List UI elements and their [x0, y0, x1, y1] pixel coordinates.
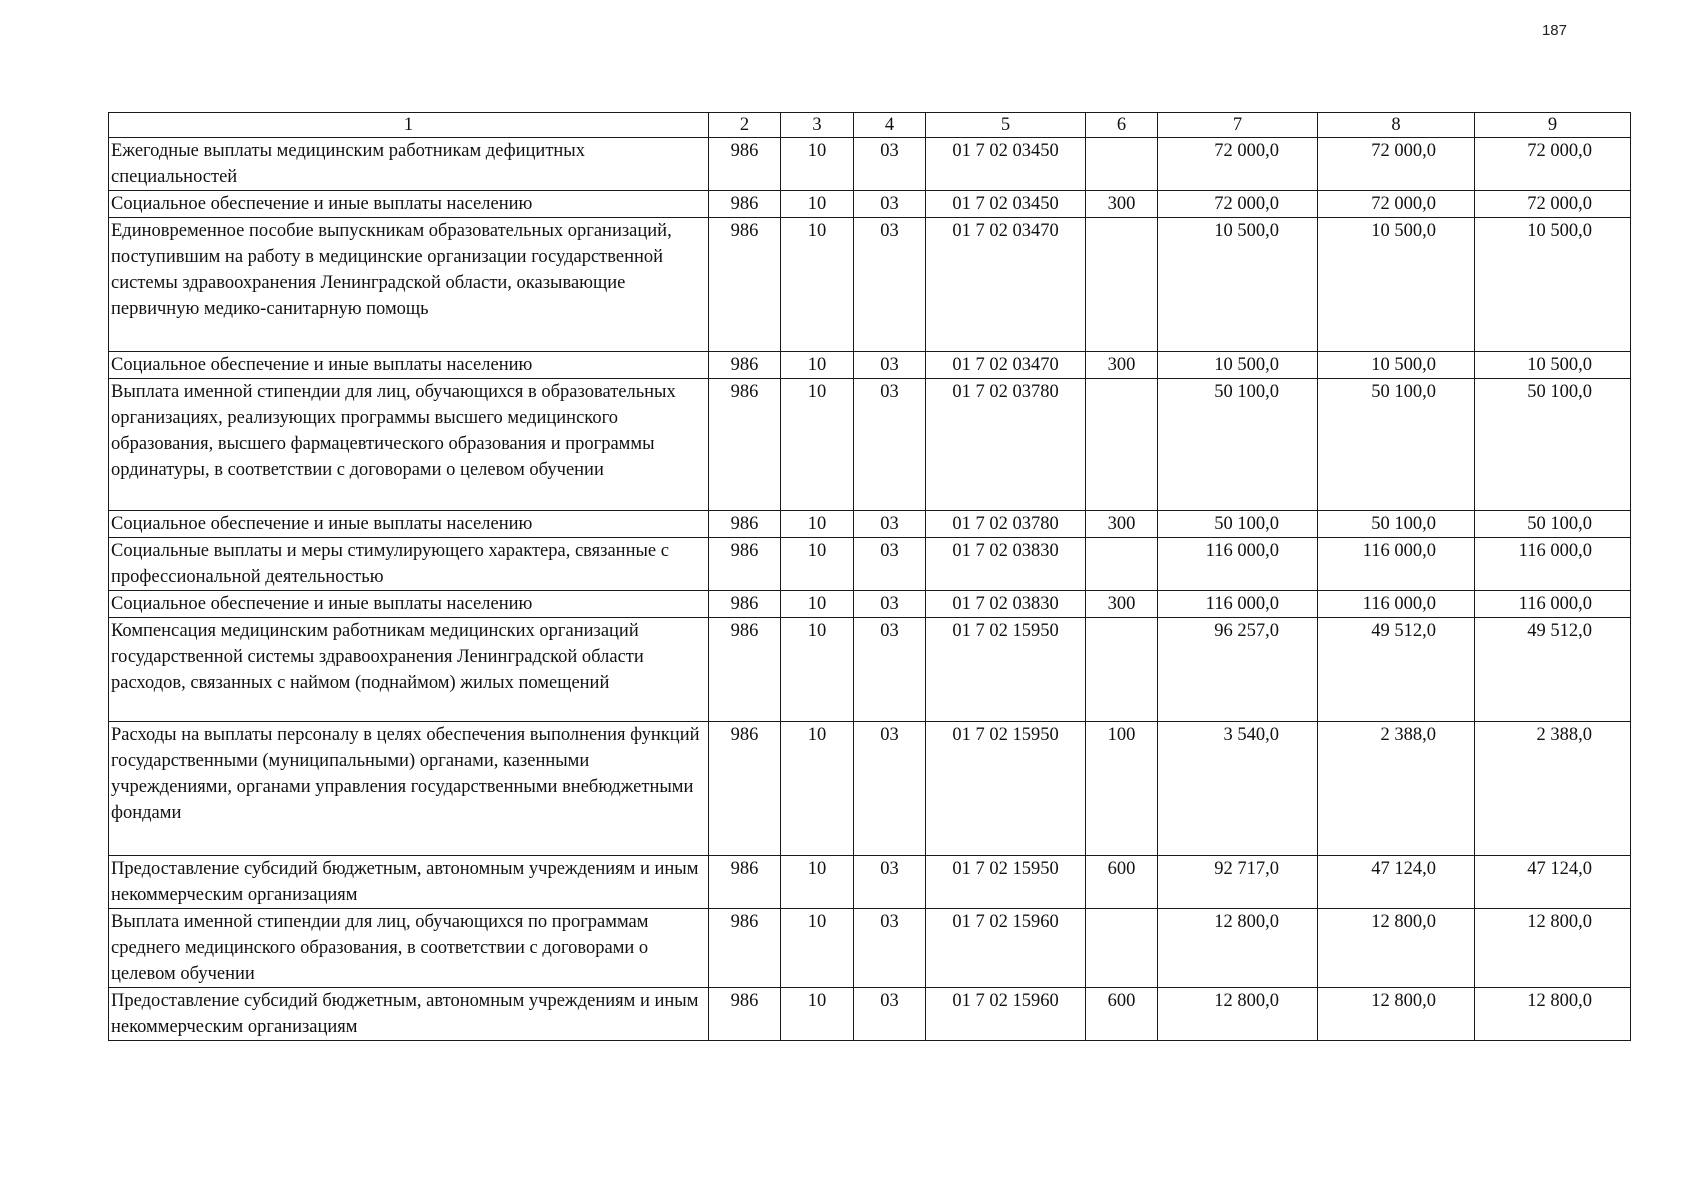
cell-c2: 986	[709, 218, 781, 352]
cell-c3: 10	[781, 511, 854, 538]
cell-c8: 10 500,0	[1318, 352, 1475, 379]
cell-c8: 116 000,0	[1318, 538, 1475, 591]
row-name: Социальное обеспечение и иные выплаты населению	[109, 352, 709, 379]
cell-c5: 01 7 02 03780	[926, 511, 1086, 538]
cell-c6: 300	[1086, 191, 1158, 218]
cell-c3: 10	[781, 218, 854, 352]
column-header: 5	[926, 113, 1086, 138]
cell-c6	[1086, 538, 1158, 591]
cell-c7: 72 000,0	[1158, 191, 1318, 218]
cell-c5: 01 7 02 03450	[926, 191, 1086, 218]
row-name: Социальное обеспечение и иные выплаты населению	[109, 511, 709, 538]
cell-c4: 03	[854, 218, 926, 352]
cell-c8: 49 512,0	[1318, 618, 1475, 722]
cell-c8: 47 124,0	[1318, 856, 1475, 909]
cell-c3: 10	[781, 722, 854, 856]
cell-c3: 10	[781, 856, 854, 909]
cell-c4: 03	[854, 856, 926, 909]
cell-c3: 10	[781, 379, 854, 511]
cell-c7: 92 717,0	[1158, 856, 1318, 909]
cell-c7: 50 100,0	[1158, 379, 1318, 511]
cell-c2: 986	[709, 722, 781, 856]
row-name: Ежегодные выплаты медицинским работникам дефицитных специальностей	[109, 138, 709, 191]
cell-c4: 03	[854, 591, 926, 618]
cell-c6: 600	[1086, 856, 1158, 909]
cell-c5: 01 7 02 15960	[926, 909, 1086, 988]
cell-c6: 600	[1086, 988, 1158, 1041]
cell-c8: 10 500,0	[1318, 218, 1475, 352]
cell-c7: 116 000,0	[1158, 538, 1318, 591]
cell-c2: 986	[709, 856, 781, 909]
cell-c2: 986	[709, 618, 781, 722]
cell-c8: 50 100,0	[1318, 379, 1475, 511]
cell-c6: 100	[1086, 722, 1158, 856]
row-name: Компенсация медицинским работникам медицинских организаций государственной системы здравоохранения Ленинградской области расходов, связанных с наймом (поднаймом) жилых помещений	[109, 618, 709, 722]
cell-c5: 01 7 02 03470	[926, 352, 1086, 379]
cell-c2: 986	[709, 988, 781, 1041]
cell-c4: 03	[854, 138, 926, 191]
column-header: 8	[1318, 113, 1475, 138]
cell-c4: 03	[854, 618, 926, 722]
row-name: Социальное обеспечение и иные выплаты населению	[109, 191, 709, 218]
row-name: Предоставление субсидий бюджетным, автономным учреждениям и иным некоммерческим организациям	[109, 856, 709, 909]
cell-c7: 10 500,0	[1158, 352, 1318, 379]
cell-c2: 986	[709, 138, 781, 191]
cell-c3: 10	[781, 538, 854, 591]
header-row	[109, 113, 1631, 138]
cell-c7: 12 800,0	[1158, 909, 1318, 988]
page-number: 187	[1541, 22, 1567, 39]
row-name: Предоставление субсидий бюджетным, автономным учреждениям и иным некоммерческим организациям	[109, 988, 709, 1041]
cell-c7: 50 100,0	[1158, 511, 1318, 538]
cell-c8: 50 100,0	[1318, 511, 1475, 538]
cell-c2: 986	[709, 352, 781, 379]
cell-c6: 300	[1086, 591, 1158, 618]
cell-c5: 01 7 02 15960	[926, 988, 1086, 1041]
cell-c6	[1086, 909, 1158, 988]
table-row	[109, 511, 1631, 538]
cell-c6: 300	[1086, 511, 1158, 538]
cell-c8: 12 800,0	[1318, 909, 1475, 988]
cell-c4: 03	[854, 538, 926, 591]
cell-c2: 986	[709, 379, 781, 511]
cell-c3: 10	[781, 191, 854, 218]
cell-c9: 49 512,0	[1475, 618, 1631, 722]
cell-c5: 01 7 02 03780	[926, 379, 1086, 511]
cell-c4: 03	[854, 722, 926, 856]
cell-c3: 10	[781, 618, 854, 722]
cell-c2: 986	[709, 909, 781, 988]
cell-c9: 72 000,0	[1475, 138, 1631, 191]
column-header: 1	[109, 113, 709, 138]
cell-c7: 10 500,0	[1158, 218, 1318, 352]
row-name: Социальные выплаты и меры стимулирующего характера, связанные с профессиональной деятельностью	[109, 538, 709, 591]
cell-c8: 2 388,0	[1318, 722, 1475, 856]
cell-c4: 03	[854, 909, 926, 988]
cell-c2: 986	[709, 511, 781, 538]
table-row	[109, 538, 1631, 591]
cell-c3: 10	[781, 988, 854, 1041]
cell-c2: 986	[709, 538, 781, 591]
column-header: 9	[1475, 113, 1631, 138]
cell-c7: 12 800,0	[1158, 988, 1318, 1041]
cell-c8: 116 000,0	[1318, 591, 1475, 618]
cell-c9: 50 100,0	[1475, 379, 1631, 511]
cell-c6: 300	[1086, 352, 1158, 379]
cell-c9: 10 500,0	[1475, 352, 1631, 379]
table-row	[109, 191, 1631, 218]
table-row	[109, 591, 1631, 618]
table-row	[109, 856, 1631, 909]
budget-table	[108, 112, 1631, 1041]
cell-c9: 10 500,0	[1475, 218, 1631, 352]
cell-c9: 116 000,0	[1475, 538, 1631, 591]
cell-c5: 01 7 02 15950	[926, 618, 1086, 722]
cell-c4: 03	[854, 988, 926, 1041]
cell-c2: 986	[709, 591, 781, 618]
cell-c4: 03	[854, 379, 926, 511]
cell-c6	[1086, 138, 1158, 191]
table-row	[109, 138, 1631, 191]
cell-c5: 01 7 02 03830	[926, 538, 1086, 591]
table-row	[109, 218, 1631, 352]
cell-c7: 96 257,0	[1158, 618, 1318, 722]
column-header: 7	[1158, 113, 1318, 138]
cell-c9: 72 000,0	[1475, 191, 1631, 218]
cell-c8: 72 000,0	[1318, 191, 1475, 218]
column-header: 4	[854, 113, 926, 138]
cell-c3: 10	[781, 909, 854, 988]
cell-c7: 72 000,0	[1158, 138, 1318, 191]
cell-c9: 2 388,0	[1475, 722, 1631, 856]
cell-c7: 3 540,0	[1158, 722, 1318, 856]
cell-c6	[1086, 218, 1158, 352]
cell-c9: 12 800,0	[1475, 988, 1631, 1041]
cell-c8: 12 800,0	[1318, 988, 1475, 1041]
cell-c5: 01 7 02 03450	[926, 138, 1086, 191]
table-row	[109, 909, 1631, 988]
cell-c8: 72 000,0	[1318, 138, 1475, 191]
table-row	[109, 618, 1631, 722]
cell-c3: 10	[781, 352, 854, 379]
cell-c5: 01 7 02 03830	[926, 591, 1086, 618]
cell-c5: 01 7 02 03470	[926, 218, 1086, 352]
column-header: 3	[781, 113, 854, 138]
cell-c3: 10	[781, 591, 854, 618]
row-name: Выплата именной стипендии для лиц, обучающихся по программам среднего медицинского образования, в соответствии с договорами о целевом обучении	[109, 909, 709, 988]
table-row	[109, 352, 1631, 379]
table-row	[109, 722, 1631, 856]
cell-c5: 01 7 02 15950	[926, 856, 1086, 909]
cell-c4: 03	[854, 511, 926, 538]
column-header: 6	[1086, 113, 1158, 138]
cell-c9: 50 100,0	[1475, 511, 1631, 538]
cell-c4: 03	[854, 352, 926, 379]
cell-c3: 10	[781, 138, 854, 191]
cell-c2: 986	[709, 191, 781, 218]
cell-c5: 01 7 02 15950	[926, 722, 1086, 856]
row-name: Единовременное пособие выпускникам образовательных организаций, поступившим на работу в медицинские организации государственной системы здравоохранения Ленинградской области, оказывающие первичную медико-санитарную помощь	[109, 218, 709, 352]
table-row	[109, 379, 1631, 511]
row-name: Расходы на выплаты персоналу в целях обеспечения выполнения функций государственными (муниципальными) органами, казенными учреждениями, органами управления государственными внебюджетными фондами	[109, 722, 709, 856]
row-name: Социальное обеспечение и иные выплаты населению	[109, 591, 709, 618]
row-name: Выплата именной стипендии для лиц, обучающихся в образовательных организациях, реализующих программы высшего медицинского образования, высшего фармацевтического образования и программы ординатуры, в соответствии с договорами о целевом обучении	[109, 379, 709, 511]
cell-c6	[1086, 618, 1158, 722]
cell-c9: 12 800,0	[1475, 909, 1631, 988]
cell-c7: 116 000,0	[1158, 591, 1318, 618]
column-header: 2	[709, 113, 781, 138]
cell-c6	[1086, 379, 1158, 511]
cell-c9: 116 000,0	[1475, 591, 1631, 618]
cell-c4: 03	[854, 191, 926, 218]
table-row	[109, 988, 1631, 1041]
cell-c9: 47 124,0	[1475, 856, 1631, 909]
